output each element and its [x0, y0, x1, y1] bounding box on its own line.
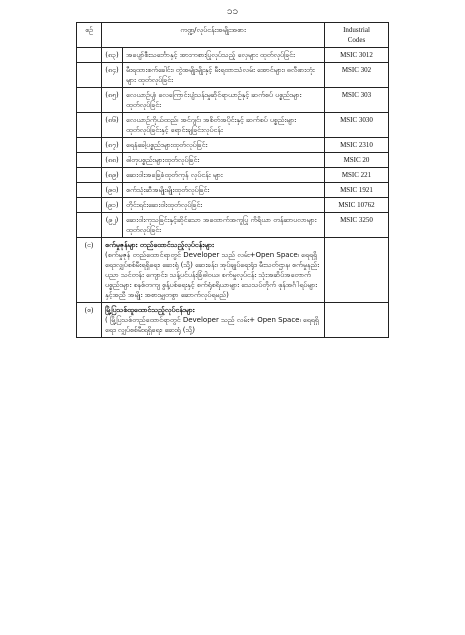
header-codes: [325, 23, 389, 48]
empty-cell: [77, 183, 102, 198]
row-sub-number: (၈၈): [102, 153, 123, 168]
row-code: MSIC 10762: [325, 198, 389, 213]
empty-cell: [77, 113, 102, 138]
row-code: MSIC 1921: [325, 183, 389, 198]
empty-cell: [77, 213, 102, 238]
row-description: ဆေးဝါးကုသခြင်းနှင့်ဆိုင်သော အထောက်အကူပြု ကိရိယာ တန်ဆာပလာများ ထုတ်လုပ်ခြင်း: [123, 213, 325, 238]
section-letter: (စ): [77, 303, 102, 338]
section-title: စက်မှုဇုန်များ တည်ထောင်သည့်လုပ်ငန်းများ: [105, 241, 214, 249]
section-description: [102, 303, 325, 338]
row-code: MSIC 221: [325, 168, 389, 183]
row-code: MSIC 303: [325, 88, 389, 113]
row-sub-number: (၈၃): [102, 48, 123, 63]
row-code: MSIC 302: [325, 63, 389, 88]
table-row: [77, 63, 389, 88]
row-code: MSIC 3030: [325, 113, 389, 138]
row-description: စက်သုံးဆီအမျိုးမျိုးထုတ်လုပ်ခြင်း: [123, 183, 325, 198]
empty-cell: [77, 153, 102, 168]
table-row: [77, 198, 389, 213]
table-row: [77, 48, 389, 63]
empty-cell: [77, 88, 102, 113]
row-code: MSIC 3250: [325, 213, 389, 238]
empty-code-cell: [325, 238, 389, 303]
empty-cell: [77, 63, 102, 88]
empty-cell: [77, 168, 102, 183]
row-sub-number: (၈၇): [102, 138, 123, 153]
table-row: [77, 153, 389, 168]
page-number: ၁၁: [226, 6, 239, 17]
row-description: လေယာဉ်ပျံ၊ လေကြောင်းပျံသန်းမှုဆိုင်ရာယာဉ်နှင့် ဆက်စပ် ပစ္စည်းများ ထုတ်လုပ်ခြင်း: [123, 88, 325, 113]
row-sub-number: (၈၄): [102, 63, 123, 88]
row-description: လေယာဉ်ကိုယ်ထည်၊ အင်ဂျင်၊ အစိတ်အပိုင်းနှင့် ဆက်စပ် ပစ္စည်းများ ထုတ်လုပ်ခြင်းနှင့် ရောင်းချခြင်းလုပ်ငန်း: [123, 113, 325, 138]
empty-cell: [77, 48, 102, 63]
row-sub-number: (၈၉): [102, 168, 123, 183]
table-row: [77, 168, 389, 183]
empty-code-cell: [325, 303, 389, 338]
empty-cell: [77, 138, 102, 153]
empty-cell: [77, 198, 102, 213]
table-row: [77, 183, 389, 198]
section-title: မြို့ပြသစ်ထူထောင်သည့်လုပ်ငန်းများ: [105, 306, 195, 314]
row-description: ဓါတုပစ္စည်းများထုတ်လုပ်ခြင်း: [123, 153, 325, 168]
row-sub-number: (၉၁): [102, 198, 123, 213]
table-header-row: [77, 23, 389, 48]
table-row: [77, 213, 389, 238]
header-codes-line2: Codes: [347, 36, 366, 44]
section-row-new-towns: [77, 303, 389, 338]
row-description: မီးရထားစက်ခေါင်း၊ တွဲအမျိုးမျိုးနှင့် မီးရထားသံလမ်း အောင်များ၊ ဓလီဖားတုံးများ ထုတ်လုပ်ခြင်း: [123, 63, 325, 88]
row-description: ဆေးဝါးအခြေခံထုတ်ကုန် လုပ်ငန်း များ: [123, 168, 325, 183]
row-code: MSIC 3012: [325, 48, 389, 63]
row-description: အပျော်စီးသင်္ဘောနှင့် အားကစားပြုလုပ်သည့် လှေများ ထုတ်လုပ်ခြင်း: [123, 48, 325, 63]
header-no: စဉ်: [77, 23, 102, 48]
header-description: ကဏ္ဍ/လုပ်ငန်းအမျိုးအစား: [102, 23, 325, 48]
row-sub-number: (၉၀): [102, 183, 123, 198]
table-row: [77, 88, 389, 113]
row-sub-number: (၈၆): [102, 113, 123, 138]
section-row-industrial-zones: [77, 238, 389, 303]
section-description: [102, 238, 325, 303]
section-body: ( မြို့ပြသစ်တည်ထောင်ရာတွင် Developer သည် လမ်း+ Open Space၊ ရေရရှိ ရေး၊ လျှပ်စစ်မီးရရှိရေး၊ ဆေးရုံ (သို့): [105, 316, 319, 334]
header-codes-line1: Industrial: [343, 26, 370, 34]
row-description: ရေနံခေါ့ပစ္စည်းများထုတ်လုပ်ခြင်း: [123, 138, 325, 153]
row-code: MSIC 20: [325, 153, 389, 168]
row-description: တိုင်းရင်းဆေးဝါးထုတ်လုပ်ခြင်း: [123, 198, 325, 213]
table-row: [77, 113, 389, 138]
row-code: MSIC 2310: [325, 138, 389, 153]
section-body: (စက်မှုဇုန် တည်ထောင်ရာတွင် Developer သည် လမ်း+Open Space၊ ရေရရှိရေး၊လျှပ်စစ်မီးရရှိရေး၊ ဆေးရုံ (သို့) ဆေးခန်း၊ အုပ်ချုပ်ရေးရုံး၊ မီးသတ်ဌာန၊ စက်မှုနည်းပညာ သင်တန်း ကျောင်း၊ သန့်ပင်ပန်းခြံဓါဝယ၊ စက်မှုလုပ်ငန်း သုံးအဆိပ်အတောက်ပစ္စည်းများ စနစ်တကျ စွန့်ပစ်ရေးနှင့် စက်ရုံစရိယာများ သေသပ်တိုက် ဖုန်အင်္ဂါရပ်များနှင့်အညီ အမျိုး အစားမျှတစွာ ဆောက်လုပ်ရမည်): [105, 251, 319, 299]
section-letter: (င): [77, 238, 102, 303]
row-sub-number: (၉၂): [102, 213, 123, 238]
table-row: [77, 138, 389, 153]
row-sub-number: (၈၅): [102, 88, 123, 113]
industrial-codes-table: [76, 22, 389, 338]
